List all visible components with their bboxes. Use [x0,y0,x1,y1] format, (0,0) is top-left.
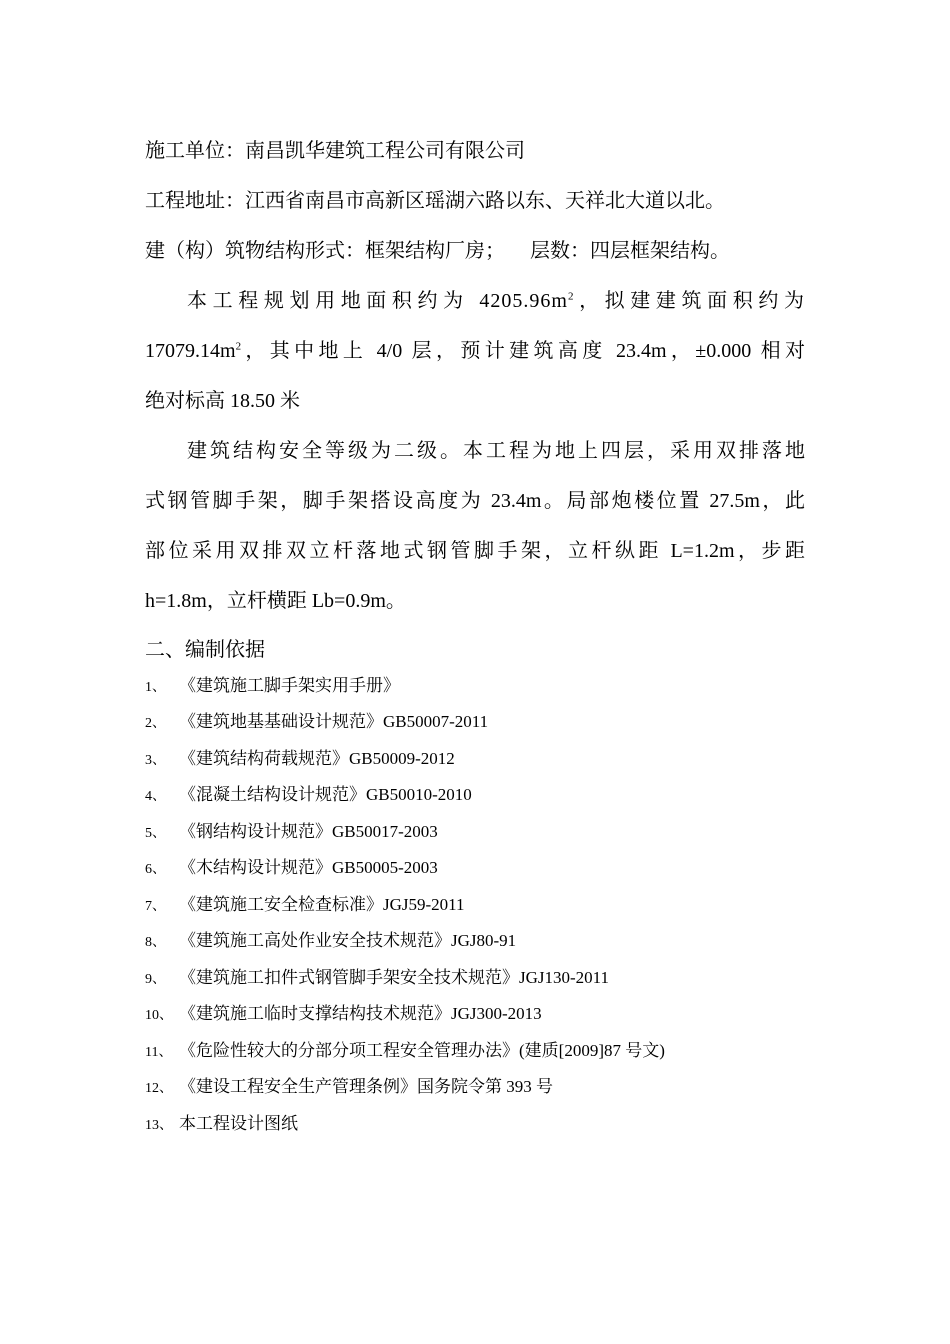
paragraph-area-line-3: 绝对标高 18.50 米 [145,390,300,412]
reference-item: 4、 《混凝土结构设计规范》GB50010-2010 [145,785,472,804]
reference-item: 1、 《建筑施工脚手架实用手册》 [145,676,400,695]
reference-item: 12、 《建设工程安全生产管理条例》国务院令第 393 号 [145,1077,553,1096]
reference-item: 6、 《木结构设计规范》GB50005-2003 [145,858,438,877]
reference-item: 10、 《建筑施工临时支撑结构技术规范》JGJ300-2013 [145,1004,542,1023]
paragraph-area-line-1: 本工程规划用地面积约为 $4205.96m^2$，拟建建筑面积约为 [187,290,805,312]
construction-unit: 施工单位：南昌凯华建筑工程公司有限公司 [145,140,525,162]
reference-item: 7、 《建筑施工安全检查标准》JGJ59-2011 [145,895,465,914]
paragraph-structure-3: 部位采用双排双立杆落地式钢管脚手架，立杆纵距 L=1.2m，步距 [145,540,805,562]
paragraph-area-2 [145,338,805,364]
reference-item: 9、 《建筑施工扣件式钢管脚手架安全技术规范》JGJ130-2011 [145,968,610,987]
project-address: 工程地址：江西省南昌市高新区瑶湖六路以东、天祥北大道以北。 [145,190,725,212]
reference-item: 3、 《建筑结构荷载规范》GB50009-2012 [145,749,455,768]
reference-item: 11、 《危险性较大的分部分项工程安全管理办法》(建质[2009]87 号文) [145,1041,665,1060]
paragraph-structure-1: 建筑结构安全等级为二级。本工程为地上四层，采用双排落地 [187,440,805,462]
reference-item: 2、 《建筑地基基础设计规范》GB50007-2011 [145,712,489,731]
section-heading: 二、编制依据 [145,639,265,661]
paragraph-area-line-2: $17079.14m^2$，其中地上 4/0 层，预计建筑高度 23.4m，±0.000 相对 [145,340,805,362]
reference-item: 13、 本工程设计图纸 [145,1114,298,1133]
reference-item: 8、 《建筑施工高处作业安全技术规范》JGJ80-91 [145,931,517,950]
paragraph-structure-4: h=1.8m，立杆横距 Lb=0.9m。 [145,590,406,612]
structure-type: 建（构）筑物结构形式：框架结构厂房； 层数：四层框架结构。 [145,240,730,262]
paragraph-area [145,288,805,314]
paragraph-structure-2: 式钢管脚手架，脚手架搭设高度为 23.4m。局部炮楼位置 27.5m，此 [145,490,805,512]
reference-item: 5、 《钢结构设计规范》GB50017-2003 [145,822,438,841]
